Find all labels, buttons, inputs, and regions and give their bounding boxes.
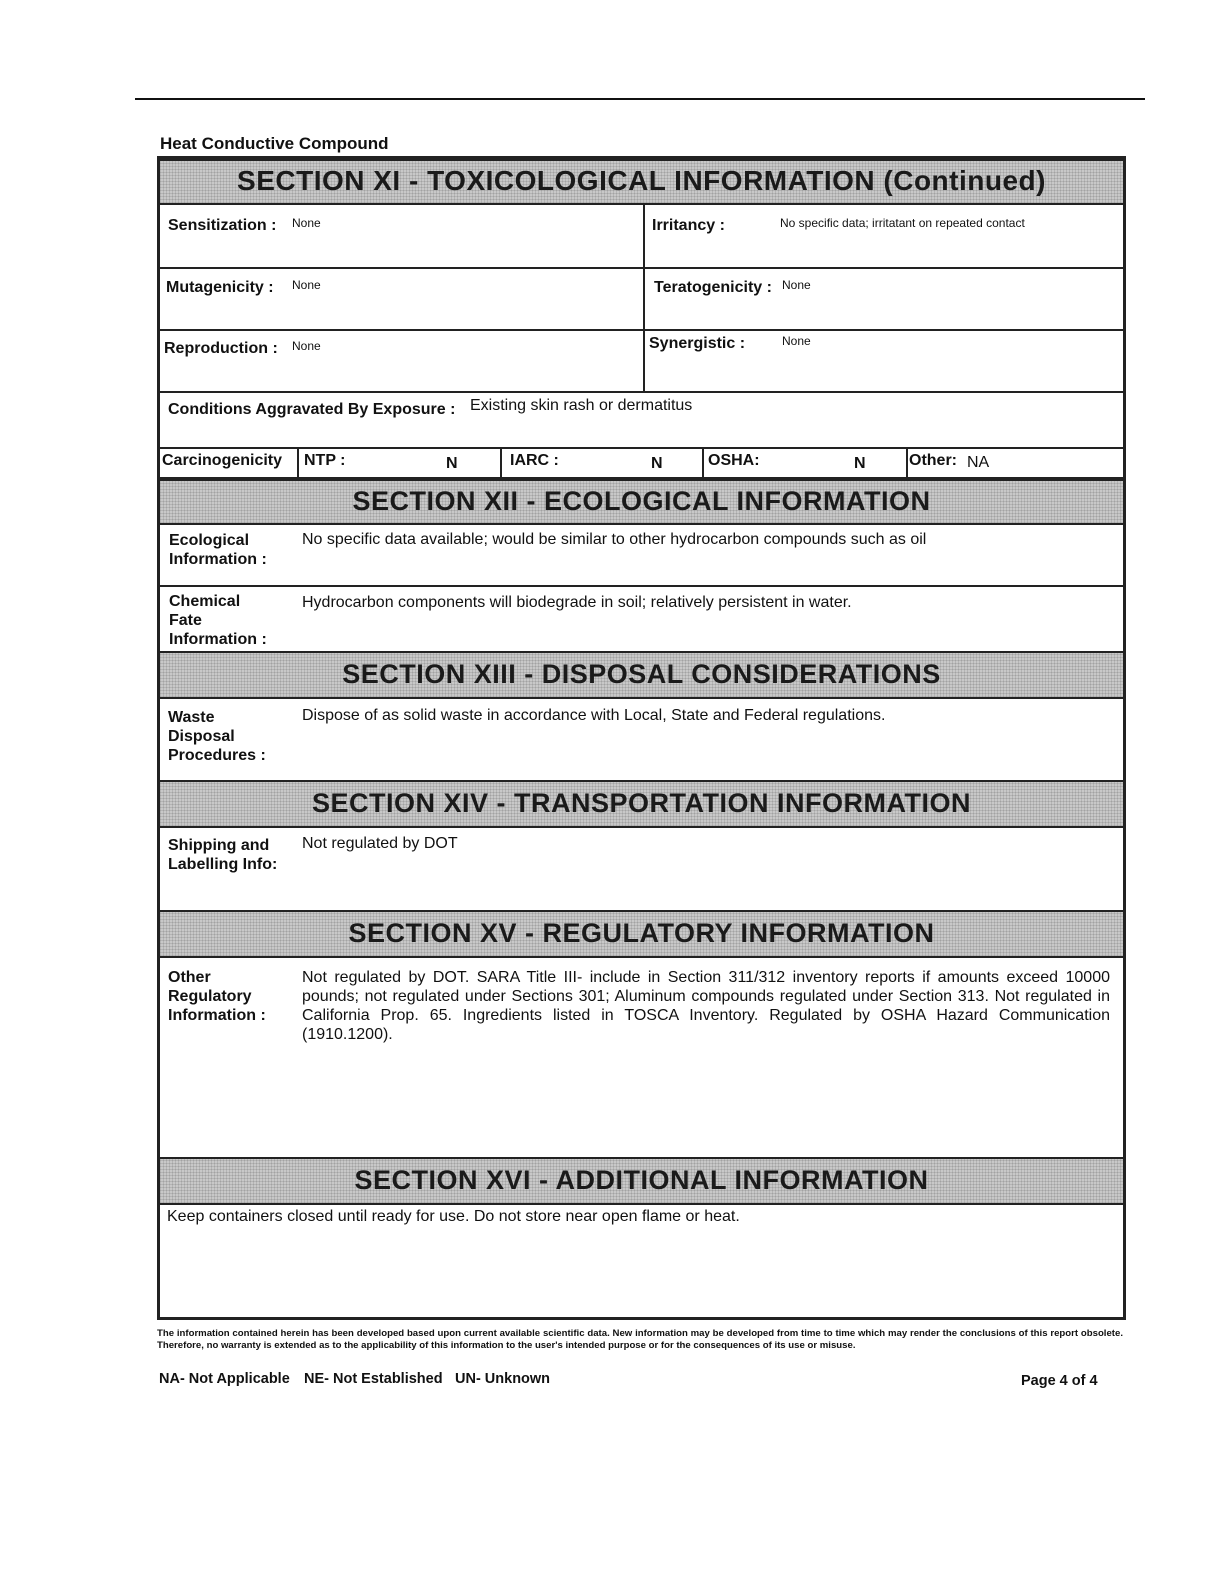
teratogenicity-label: Teratogenicity :	[654, 279, 772, 296]
section-xv-header	[160, 910, 1123, 958]
ntp-label: NTP :	[304, 452, 346, 469]
iarc-value: N	[651, 455, 663, 472]
other-label: Other:	[909, 452, 957, 469]
top-rule	[135, 98, 1145, 100]
waste-disposal-label: Waste Disposal Procedures :	[168, 709, 266, 764]
sensitization-label: Sensitization :	[168, 217, 277, 234]
synergistic-label: Synergistic :	[649, 335, 746, 352]
irritancy-value: No specific data; irritatant on repeated contact	[780, 216, 1025, 230]
synergistic-value: None	[782, 334, 811, 348]
product-name: Heat Conductive Compound	[160, 134, 389, 153]
page-number: Page 4 of 4	[1021, 1373, 1098, 1389]
msds-form	[157, 156, 1126, 1320]
section-xv-title: SECTION XV - REGULATORY INFORMATION	[348, 918, 935, 948]
section-xiii-title: SECTION XIII - DISPOSAL CONSIDERATIONS	[342, 659, 941, 689]
chemical-fate-label: Chemical Fate Information :	[169, 593, 267, 648]
section-xii-title: SECTION XII - ECOLOGICAL INFORMATION	[352, 486, 931, 516]
ecological-value: No specific data available; would be similar to other hydrocarbon compounds such as oil	[302, 531, 927, 548]
legend-un: UN- Unknown	[455, 1371, 551, 1387]
legend-na: NA- Not Applicable	[159, 1371, 290, 1387]
other-value: NA	[967, 454, 990, 471]
carcinogenicity-label: Carcinogenicity	[162, 452, 283, 469]
mutagenicity-value: None	[292, 278, 321, 292]
section-xvi-header	[160, 1157, 1123, 1205]
additional-info-value: Keep containers closed until ready for use. Do not store near open flame or heat.	[167, 1208, 740, 1225]
irritancy-label: Irritancy :	[652, 217, 725, 234]
regulatory-label: Other Regulatory Information :	[168, 969, 266, 1024]
osha-label: OSHA:	[708, 452, 760, 469]
ntp-value: N	[446, 455, 458, 472]
reproduction-value: None	[292, 339, 321, 353]
section-xii-header	[160, 479, 1123, 525]
section-xiv-header	[160, 780, 1123, 828]
reproduction-label: Reproduction :	[164, 340, 278, 357]
osha-value: N	[854, 455, 866, 472]
teratogenicity-value: None	[782, 278, 811, 292]
conditions-value: Existing skin rash or dermatitus	[470, 397, 693, 414]
section-xi-header	[160, 159, 1123, 205]
mutagenicity-label: Mutagenicity :	[166, 279, 274, 296]
regulatory-value: Not regulated by DOT. SARA Title III- include in Section 311/312 inventory reports if amounts exceed 10000 pounds; not regulated under Sections 301; Aluminum compounds regulated under Section 313. Not regulated in California Prop. 65. Ingredients listed in TOSCA Inventory. Regulated by OSHA Hazard Communication (1910.1200).	[302, 969, 1110, 1043]
section-xiv-title: SECTION XIV - TRANSPORTATION INFORMATION	[312, 788, 971, 818]
waste-disposal-value: Dispose of as solid waste in accordance with Local, State and Federal regulations.	[302, 707, 886, 724]
disclaimer: The information contained herein has been developed based upon current available scientific data. New information may be developed from time to time which may render the conclusions of this report obsolete. Therefore, no warranty is extended as to the applicability of this information to the user's intended purpose or for the consequences of its use or misuse.	[157, 1328, 1123, 1351]
legend-ne: NE- Not Established	[304, 1371, 443, 1387]
ecological-label: Ecological Information :	[169, 532, 267, 568]
chemical-fate-value: Hydrocarbon components will biodegrade in soil; relatively persistent in water.	[302, 594, 852, 611]
shipping-label: Shipping and Labelling Info:	[168, 837, 278, 873]
sensitization-value: None	[292, 216, 321, 230]
iarc-label: IARC :	[510, 452, 559, 469]
section-xvi-title: SECTION XVI - ADDITIONAL INFORMATION	[354, 1165, 929, 1195]
section-xiii-header	[160, 651, 1123, 699]
shipping-value: Not regulated by DOT	[302, 835, 458, 852]
section-xi-title: SECTION XI - TOXICOLOGICAL INFORMATION (Continued)	[237, 165, 1046, 196]
conditions-label: Conditions Aggravated By Exposure :	[168, 401, 456, 418]
